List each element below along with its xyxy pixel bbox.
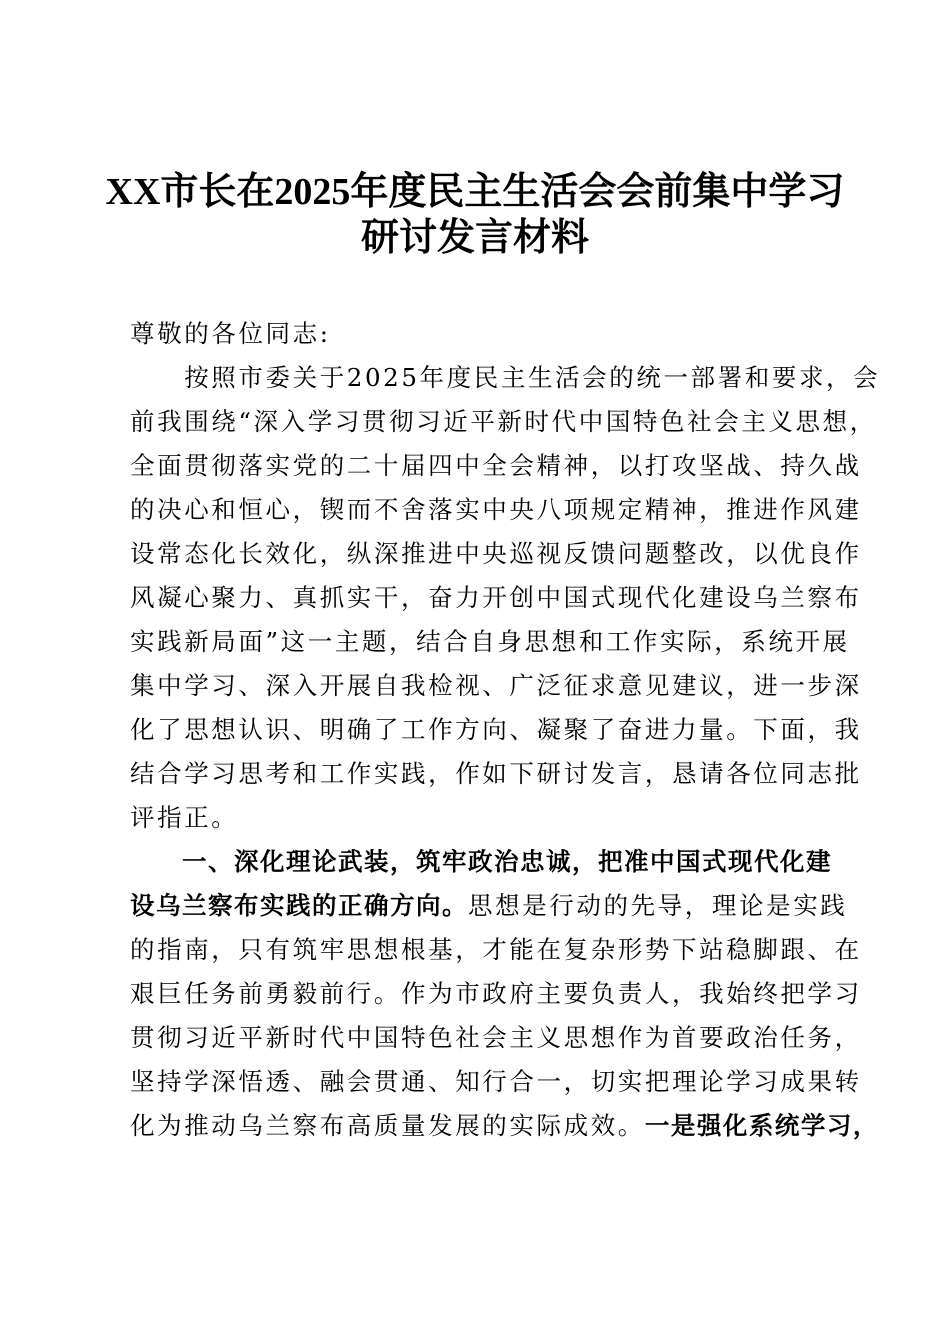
section-line	[130, 890, 848, 922]
section-line: 的指南，只有筑牢思想根基，才能在复杂形势下站稳脚跟、在	[130, 935, 862, 964]
section-heading-1-continued: 设乌兰察布实践的正确方向。	[130, 891, 468, 920]
body-line: 的决心和恒心，锲而不舍落实中央八项规定精神，推进作风建	[130, 495, 862, 524]
body-line: 实践新局面”这一主题，结合自身思想和工作实际，系统开展	[130, 627, 850, 656]
section-text: 化为推动乌兰察布高质量发展的实际成效。	[130, 1111, 645, 1140]
document-title-line-1: XX市长在2025年度民主生活会会前集中学习	[105, 171, 845, 213]
salutation: 尊敬的各位同志:	[130, 319, 331, 348]
document-title-line-2: 研讨发言材料	[360, 217, 589, 259]
body-line: 集中学习、深入开展自我检视、广泛征求意见建议，进一步深	[130, 671, 862, 700]
section-heading-1: 一、深化理论武装，筑牢政治忠诚，把准中国式现代化建	[130, 847, 832, 876]
section-line: 坚持学深悟透、融会贯通、知行合一，切实把理论学习成果转	[130, 1067, 862, 1096]
body-line: 化了思想认识、明确了工作方向、凝聚了奋进力量。下面，我	[130, 715, 862, 744]
body-line: 评指正。	[130, 803, 239, 832]
section-line: 艰巨任务前勇毅前行。作为市政府主要负责人，我始终把学习	[130, 979, 862, 1008]
subpoint-heading: 一是强化系统学习，	[644, 1111, 879, 1140]
body-line: 风凝心聚力、真抓实干，奋力开创中国式现代化建设乌兰察布	[130, 583, 862, 612]
body-line: 按照市委关于2025年度民主生活会的统一部署和要求，会	[130, 363, 881, 392]
body-line: 设常态化长效化，纵深推进中央巡视反馈问题整改，以优良作	[130, 539, 862, 568]
section-line	[130, 1110, 879, 1142]
body-line: 前我围绕“深入学习贯彻习近平新时代中国特色社会主义思想，	[130, 407, 877, 436]
body-line: 结合学习思考和工作实践，作如下研讨发言，恳请各位同志批	[130, 759, 862, 788]
section-line: 贯彻习近平新时代中国特色社会主义思想作为首要政治任务，	[130, 1023, 862, 1052]
body-line: 全面贯彻落实党的二十届四中全会精神，以打攻坚战、持久战	[130, 451, 862, 480]
section-text: 思想是行动的先导，理论是实践	[468, 891, 848, 920]
